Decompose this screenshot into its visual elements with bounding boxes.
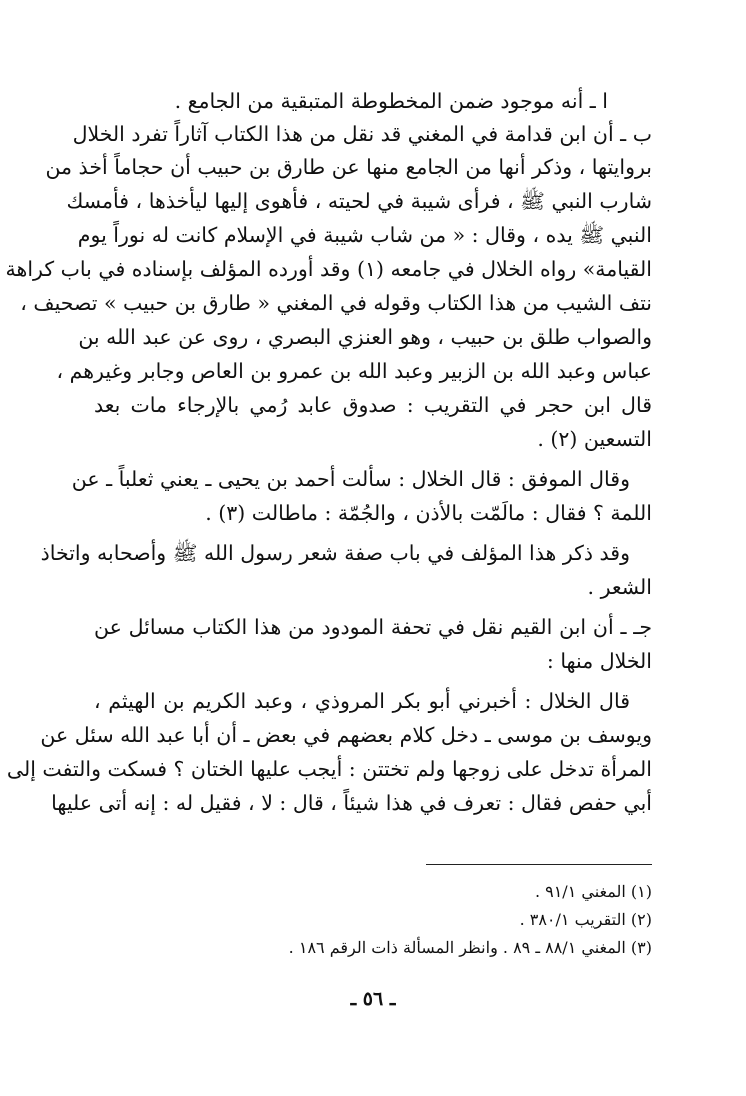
body-line-15: الشعر . (587, 575, 652, 599)
body-line-2: ب ـ أن ابن قدامة في المغني قد نقل من هذا الكتاب آثاراً تفرد الخلال (72, 122, 652, 146)
body-line-4: شارب النبي ﷺ ، فرأى شيبة في لحيته ، فأهوى إليها ليأخذها ، فأمسك (66, 189, 652, 213)
footnote-divider (426, 864, 652, 865)
body-line-11: التسعين (٢) . (537, 427, 652, 451)
body-line-3: بروايتها ، وذكر أنها من الجامع منها عن طارق بن حبيب أن حجاماً أخذ من (45, 155, 652, 179)
body-line-19: ويوسف بن موسى ـ دخل كلام بعضهم في بعض ـ أن أبا عبد الله سئل عن (40, 723, 652, 747)
body-line-10: قال ابن حجر في التقريب : صدوق عابد رُمي بالإرجاء مات بعد (94, 393, 652, 417)
body-line-14: وقد ذكر هذا المؤلف في باب صفة شعر رسول الله ﷺ وأصحابه واتخاذ (40, 541, 630, 565)
body-line-20: المرأة تدخل على زوجها ولم تختتن : أيجب عليها الختان ؟ فسكت والتفت إلى (6, 757, 652, 781)
footnote-1: (١) المغني ٩١/١ . (534, 882, 652, 901)
body-line-21: أبي حفص فقال : تعرف في هذا شيئاً ، قال : لا ، فقيل له : إنه أتى عليها (51, 791, 652, 815)
body-line-7: نتف الشيب من هذا الكتاب وقوله في المغني « طارق بن حبيب » تصحيف ، (20, 291, 652, 315)
footnote-3: (٣) المغني ٨٨/١ ـ ٨٩ . وانظر المسألة ذات الرقم ١٨٦ . (288, 938, 652, 957)
body-line-8: والصواب طلق بن حبيب ، وهو العنزي البصري ، روى عن عبد الله بن (78, 325, 652, 349)
footnote-2: (٢) التقريب ٣٨٠/١ . (519, 910, 652, 929)
body-line-1: ا ـ أنه موجود ضمن المخطوطة المتبقية من الجامع . (174, 89, 608, 113)
body-line-16: جـ ـ أن ابن القيم نقل في تحفة المودود من هذا الكتاب مسائل عن (94, 615, 652, 639)
page-number: ـ ٥٦ ـ (350, 988, 396, 1010)
body-line-12: وقال الموفق : قال الخلال : سألت أحمد بن يحيى ـ يعني ثعلباً ـ عن (71, 467, 630, 491)
body-line-18: قال الخلال : أخبرني أبو بكر المروذي ، وعبد الكريم بن الهيثم ، (94, 689, 630, 713)
body-line-17: الخلال منها : (546, 649, 652, 673)
body-line-5: النبي ﷺ يده ، وقال : « من شاب شيبة في الإسلام كانت له نوراً يوم (77, 223, 652, 247)
body-line-6: القيامة» رواه الخلال في جامعه (١) وقد أورده المؤلف بإسناده في باب كراهة (5, 257, 652, 281)
body-line-9: عباس وعبد الله بن الزبير وعبد الله بن عمرو بن العاص وجابر وغيرهم ، (56, 359, 652, 383)
body-line-13: اللمة ؟ فقال : مالَمّت بالأذن ، والجُمّة : ماطالت (٣) . (205, 501, 652, 525)
